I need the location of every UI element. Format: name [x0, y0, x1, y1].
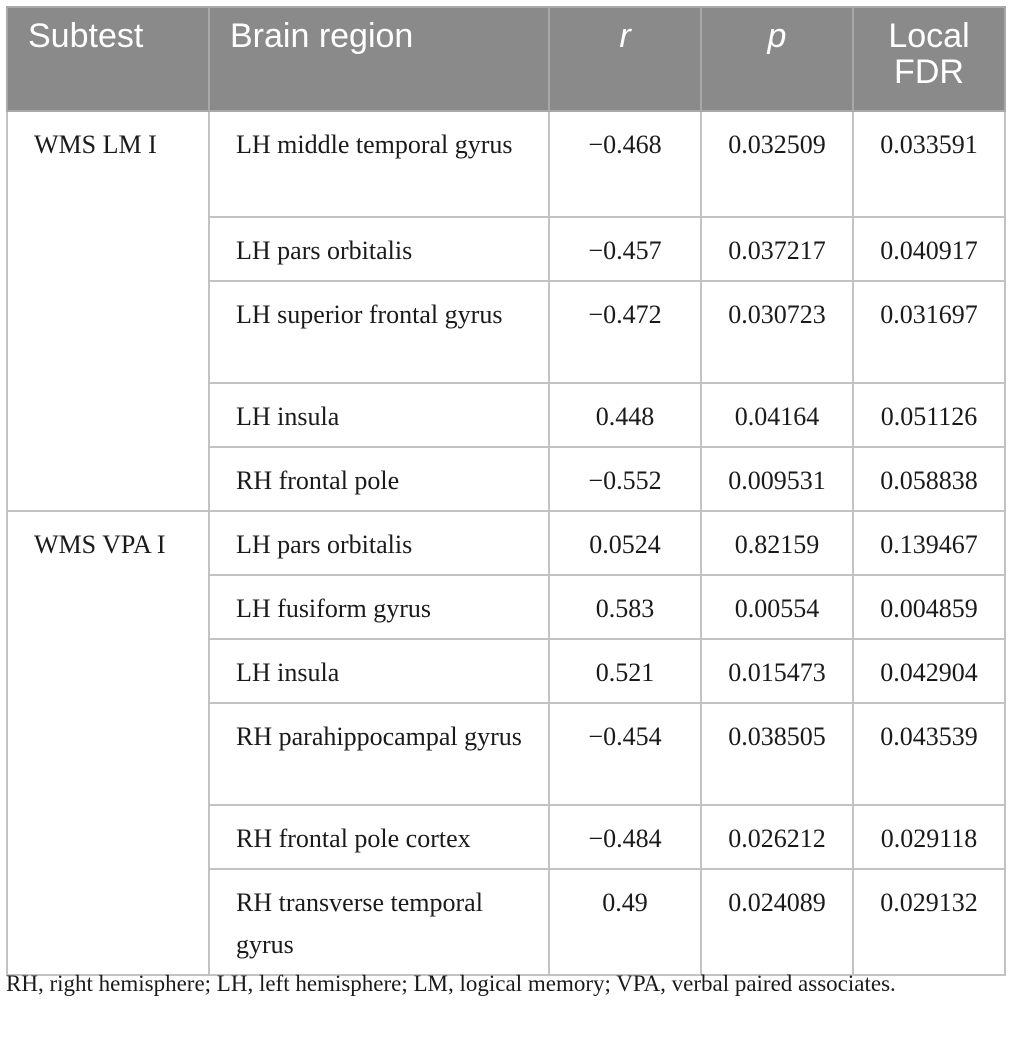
p-cell: 0.032509	[701, 111, 853, 217]
fdr-cell: 0.058838	[853, 447, 1005, 511]
p-cell: 0.04164	[701, 383, 853, 447]
fdr-cell: 0.031697	[853, 281, 1005, 383]
header-local-fdr-line1: Local	[888, 17, 970, 55]
table-row	[7, 111, 1005, 217]
fdr-cell: 0.040917	[853, 217, 1005, 281]
region-cell: LH insula	[209, 383, 549, 447]
table-header-row	[7, 7, 1005, 111]
p-cell: 0.009531	[701, 447, 853, 511]
p-cell: 0.015473	[701, 639, 853, 703]
region-cell: RH frontal pole cortex	[209, 805, 549, 869]
r-cell: 0.0524	[549, 511, 701, 575]
header-p: p	[701, 7, 853, 111]
region-cell: RH transverse temporal gyrus	[209, 869, 549, 975]
region-cell: LH middle temporal gyrus	[209, 111, 549, 217]
r-cell: 0.521	[549, 639, 701, 703]
table-footnote: RH, right hemisphere; LH, left hemisphere; LM, logical memory; VPA, verbal paired associates.	[6, 971, 896, 996]
p-cell: 0.030723	[701, 281, 853, 383]
p-cell: 0.82159	[701, 511, 853, 575]
region-cell: LH superior frontal gyrus	[209, 281, 549, 383]
region-cell: LH pars orbitalis	[209, 511, 549, 575]
region-cell: LH insula	[209, 639, 549, 703]
fdr-cell: 0.139467	[853, 511, 1005, 575]
p-cell: 0.00554	[701, 575, 853, 639]
r-cell: −0.457	[549, 217, 701, 281]
p-cell: 0.026212	[701, 805, 853, 869]
header-local-fdr-line2: FDR	[894, 53, 964, 91]
table-row	[7, 511, 1005, 575]
r-cell: −0.484	[549, 805, 701, 869]
r-cell: −0.468	[549, 111, 701, 217]
fdr-cell: 0.043539	[853, 703, 1005, 805]
fdr-cell: 0.042904	[853, 639, 1005, 703]
fdr-cell: 0.029118	[853, 805, 1005, 869]
correlation-table	[6, 6, 1006, 976]
header-r: r	[549, 7, 701, 111]
r-cell: 0.448	[549, 383, 701, 447]
r-cell: 0.49	[549, 869, 701, 975]
subtest-cell: WMS VPA I	[7, 511, 209, 975]
region-cell: RH parahippocampal gyrus	[209, 703, 549, 805]
r-cell: −0.472	[549, 281, 701, 383]
p-cell: 0.037217	[701, 217, 853, 281]
r-cell: −0.552	[549, 447, 701, 511]
p-cell: 0.024089	[701, 869, 853, 975]
header-subtest: Subtest	[7, 7, 209, 111]
region-cell: RH frontal pole	[209, 447, 549, 511]
r-cell: 0.583	[549, 575, 701, 639]
header-brain-region: Brain region	[209, 7, 549, 111]
r-cell: −0.454	[549, 703, 701, 805]
region-cell: LH pars orbitalis	[209, 217, 549, 281]
fdr-cell: 0.051126	[853, 383, 1005, 447]
header-local-fdr	[853, 7, 1005, 111]
fdr-cell: 0.033591	[853, 111, 1005, 217]
fdr-cell: 0.029132	[853, 869, 1005, 975]
region-cell: LH fusiform gyrus	[209, 575, 549, 639]
fdr-cell: 0.004859	[853, 575, 1005, 639]
p-cell: 0.038505	[701, 703, 853, 805]
subtest-cell: WMS LM I	[7, 111, 209, 511]
